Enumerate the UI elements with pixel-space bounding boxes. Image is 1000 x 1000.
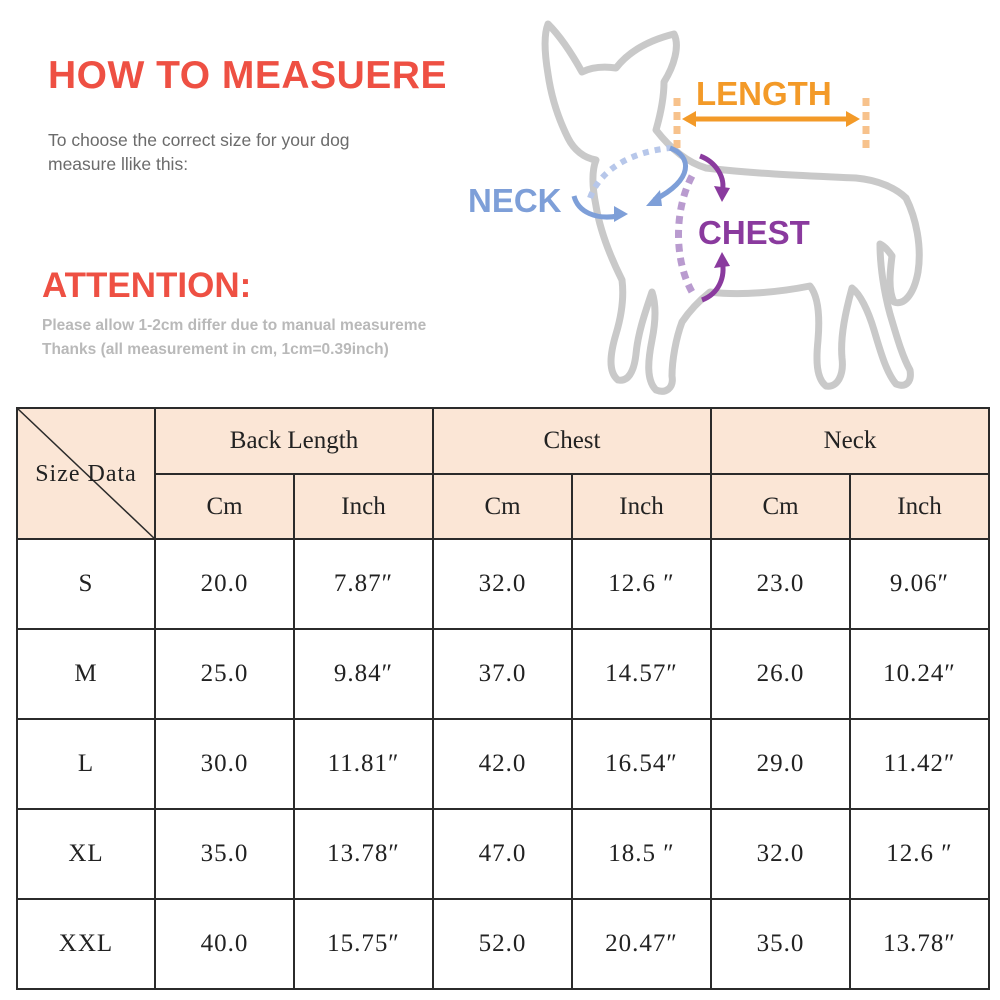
- value-cell: 29.0: [711, 719, 850, 809]
- size-cell: M: [17, 629, 155, 719]
- value-cell: 18.5 ″: [572, 809, 711, 899]
- value-cell: 9.06″: [850, 539, 989, 629]
- unit-header-cell: Inch: [294, 474, 433, 539]
- value-cell: 25.0: [155, 629, 294, 719]
- attention-heading: ATTENTION:: [42, 266, 252, 305]
- value-cell: 20.0: [155, 539, 294, 629]
- value-cell: 10.24″: [850, 629, 989, 719]
- measurement-note: [42, 314, 494, 362]
- table-row: [17, 539, 989, 629]
- page-title: HOW TO MEASUERE: [48, 54, 447, 97]
- dog-measurement-diagram: [460, 10, 1000, 400]
- table-row: [17, 719, 989, 809]
- value-cell: 47.0: [433, 809, 572, 899]
- value-cell: 13.78″: [850, 899, 989, 989]
- header-neck: Neck: [711, 408, 989, 474]
- value-cell: 13.78″: [294, 809, 433, 899]
- unit-header-cell: Cm: [433, 474, 572, 539]
- value-cell: 35.0: [155, 809, 294, 899]
- size-cell: XL: [17, 809, 155, 899]
- unit-header-cell: Inch: [572, 474, 711, 539]
- value-cell: 15.75″: [294, 899, 433, 989]
- value-cell: 40.0: [155, 899, 294, 989]
- value-cell: 32.0: [433, 539, 572, 629]
- value-cell: 30.0: [155, 719, 294, 809]
- value-cell: 12.6 ″: [850, 809, 989, 899]
- table-row: [17, 899, 989, 989]
- value-cell: 37.0: [433, 629, 572, 719]
- unit-header-cell: Cm: [155, 474, 294, 539]
- header-chest: Chest: [433, 408, 711, 474]
- table-row: [17, 629, 989, 719]
- table-row: [17, 809, 989, 899]
- neck-label: NECK: [468, 182, 562, 219]
- value-cell: 32.0: [711, 809, 850, 899]
- value-cell: 35.0: [711, 899, 850, 989]
- value-cell: 9.84″: [294, 629, 433, 719]
- value-cell: 42.0: [433, 719, 572, 809]
- note-line-2: Thanks (all measurement in cm, 1cm=0.39inch): [42, 341, 389, 358]
- value-cell: 7.87″: [294, 539, 433, 629]
- chest-label: CHEST: [698, 214, 810, 251]
- unit-header-cell: Cm: [711, 474, 850, 539]
- unit-header-cell: Inch: [850, 474, 989, 539]
- value-cell: 11.81″: [294, 719, 433, 809]
- value-cell: 11.42″: [850, 719, 989, 809]
- length-label: LENGTH: [696, 75, 832, 112]
- value-cell: 20.47″: [572, 899, 711, 989]
- header-back-length: Back Length: [155, 408, 433, 474]
- value-cell: 26.0: [711, 629, 850, 719]
- size-chart-table: [16, 407, 990, 990]
- intro-text: To choose the correct size for your dog measure llike this:: [48, 130, 350, 174]
- value-cell: 52.0: [433, 899, 572, 989]
- value-cell: 16.54″: [572, 719, 711, 809]
- size-cell: L: [17, 719, 155, 809]
- note-line-1: Please allow 1-2cm differ due to manual measureme: [42, 317, 427, 334]
- corner-label: Size Data: [35, 460, 137, 487]
- value-cell: 12.6 ″: [572, 539, 711, 629]
- size-data-corner-cell: [17, 408, 155, 539]
- size-cell: S: [17, 539, 155, 629]
- value-cell: 23.0: [711, 539, 850, 629]
- size-cell: XXL: [17, 899, 155, 989]
- value-cell: 14.57″: [572, 629, 711, 719]
